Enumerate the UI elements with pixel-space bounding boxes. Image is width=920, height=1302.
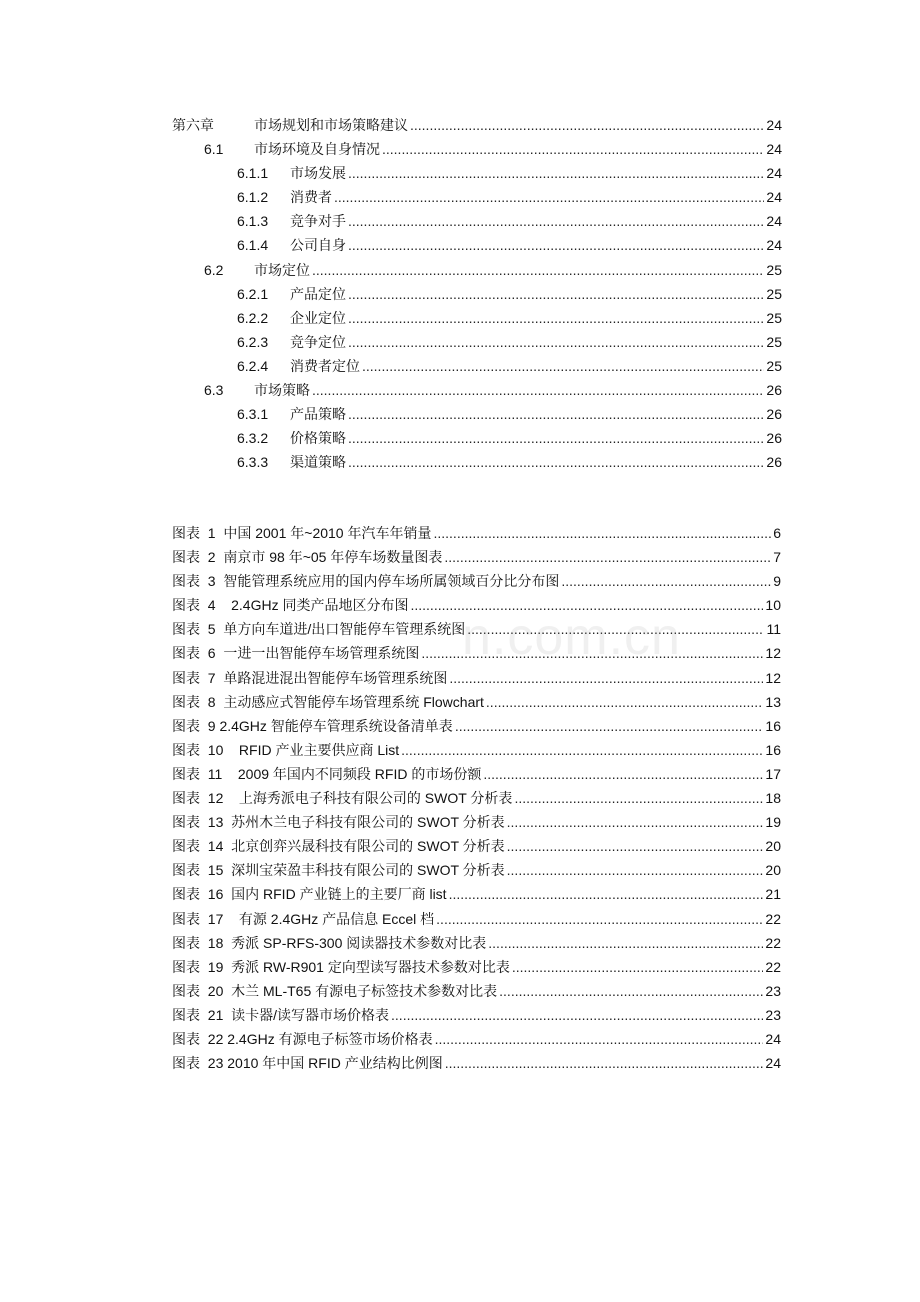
toc-entry-title: 竞争定位 — [290, 333, 346, 350]
figure-entry-page: 21 — [765, 886, 781, 903]
toc-entry-number: 6.2.4 — [237, 357, 269, 374]
toc-entry[interactable] — [172, 161, 782, 185]
figure-entry-title: 图表 9 2.4GHz 智能停车管理系统设备清单表 — [172, 717, 453, 734]
dot-leader — [334, 185, 764, 209]
figure-entry-title: 图表 21 读卡器/读写器市场价格表 — [172, 1006, 390, 1023]
toc-entry-number: 6.3.2 — [237, 430, 269, 447]
figure-entry-title: 图表 12 上海秀派电子科技有限公司的 SWOT 分析表 — [172, 790, 513, 807]
dot-leader — [348, 209, 764, 233]
dot-leader — [348, 402, 764, 426]
dot-leader — [514, 786, 763, 810]
figure-entry-title: 图表 15 深圳宝荣盈丰科技有限公司的 SWOT 分析表 — [172, 862, 505, 879]
dot-leader — [507, 834, 764, 858]
dot-leader — [348, 233, 764, 257]
figure-entry-page: 22 — [765, 958, 781, 975]
figure-entry-page: 22 — [765, 934, 781, 951]
dot-leader — [449, 882, 764, 906]
figure-entry-page: 22 — [765, 910, 781, 927]
toc-entry-page: 24 — [766, 165, 782, 182]
figure-entry-title: 图表 14 北京创弈兴晟科技有限公司的 SWOT 分析表 — [172, 838, 505, 855]
dot-leader — [499, 979, 763, 1003]
figure-entry-page: 16 — [765, 717, 781, 734]
toc-entry-number: 6.3.3 — [237, 454, 269, 471]
toc-entry-page: 24 — [766, 213, 782, 230]
figure-entry-page: 9 — [773, 573, 781, 590]
figure-entry-title: 图表 10 RFID 产业主要供应商 List — [172, 741, 400, 758]
dot-leader — [348, 330, 764, 354]
figure-entry[interactable] — [172, 834, 781, 858]
dot-leader — [512, 955, 764, 979]
figure-entry[interactable] — [172, 545, 781, 569]
toc-entry-title: 渠道策略 — [290, 454, 346, 471]
dot-leader — [348, 306, 764, 330]
figure-entry-page: 20 — [765, 838, 781, 855]
toc-entry[interactable] — [172, 306, 782, 330]
figure-entry-title: 图表 8 主动感应式智能停车场管理系统 Flowchart — [172, 693, 484, 710]
figure-entry[interactable] — [172, 521, 781, 545]
figure-entry-page: 24 — [765, 1030, 781, 1047]
toc-entry-page: 25 — [766, 261, 782, 278]
toc-entry[interactable] — [172, 378, 782, 402]
toc-entry-title: 价格策略 — [290, 430, 346, 447]
figure-entry-title: 图表 22 2.4GHz 有源电子标签市场价格表 — [172, 1030, 433, 1047]
figure-entry-title: 图表 16 国内 RFID 产业链上的主要厂商 list — [172, 886, 447, 903]
figure-entry[interactable] — [172, 931, 781, 955]
figure-entry-page: 23 — [765, 982, 781, 999]
toc-entry-number: 6.2.3 — [237, 333, 269, 350]
dot-leader — [436, 907, 763, 931]
figure-entry-title: 图表 13 苏州木兰电子科技有限公司的 SWOT 分析表 — [172, 814, 505, 831]
toc-entry-number: 6.1 — [204, 141, 224, 158]
toc-entry-page: 24 — [766, 141, 782, 158]
dot-leader — [507, 810, 764, 834]
toc-entry-page: 25 — [766, 309, 782, 326]
figure-entry-title: 图表 7 单路混进混出智能停车场管理系统图 — [172, 669, 448, 686]
dot-leader — [410, 113, 764, 137]
toc-entry-number: 6.3.1 — [237, 406, 269, 423]
figure-entry-title: 图表 5 单方向车道进/出口智能停车管理系统图 — [172, 621, 466, 638]
dot-leader — [348, 282, 764, 306]
toc-entry-number: 6.3 — [204, 382, 224, 399]
toc-entry[interactable] — [172, 113, 782, 137]
toc-entry-title: 竞争对手 — [290, 213, 346, 230]
toc-entry-page: 24 — [766, 237, 782, 254]
dot-leader — [433, 521, 771, 545]
figure-entry-title: 图表 20 木兰 ML-T65 有源电子标签技术参数对比表 — [172, 982, 498, 999]
figure-entry[interactable] — [172, 810, 781, 834]
toc-entry-number: 6.1.3 — [237, 213, 269, 230]
dot-leader — [348, 161, 764, 185]
figure-entry[interactable] — [172, 882, 781, 906]
toc-entry[interactable] — [172, 330, 782, 354]
toc-entry[interactable] — [172, 426, 782, 450]
toc-entry-number: 第六章 — [172, 117, 214, 133]
toc-entry[interactable] — [172, 233, 782, 257]
dot-leader — [483, 762, 763, 786]
dot-leader — [445, 1051, 764, 1075]
toc-entry-page: 26 — [766, 382, 782, 399]
figure-entry-title: 图表 11 2009 年国内不同频段 RFID 的市场份额 — [172, 765, 482, 782]
figure-entry[interactable] — [172, 955, 781, 979]
figure-entry-page: 11 — [766, 621, 781, 638]
watermark: n.com.cn — [462, 608, 681, 666]
figure-entry[interactable] — [172, 907, 781, 931]
dot-leader — [348, 450, 764, 474]
toc-entry[interactable] — [172, 282, 782, 306]
toc-entry-title: 产品定位 — [290, 285, 346, 302]
figure-entry-page: 10 — [765, 597, 781, 614]
figure-entry-page: 24 — [765, 1055, 781, 1072]
toc-entry[interactable] — [172, 450, 782, 474]
toc-entry-page: 26 — [766, 454, 782, 471]
dot-leader — [435, 1027, 764, 1051]
figure-entry-page: 16 — [765, 741, 781, 758]
figure-entry[interactable] — [172, 714, 781, 738]
dot-leader — [455, 714, 764, 738]
figure-entry-page: 7 — [773, 549, 781, 566]
figure-entry-title: 图表 18 秀派 SP-RFS-300 阅读器技术参数对比表 — [172, 934, 487, 951]
dot-leader — [561, 569, 771, 593]
figure-entry[interactable] — [172, 738, 781, 762]
figure-entry[interactable] — [172, 666, 781, 690]
toc-entry[interactable] — [172, 354, 782, 378]
toc-entry-page: 25 — [766, 285, 782, 302]
toc-entry-title: 市场策略 — [254, 382, 310, 399]
toc-entry-title: 产品策略 — [290, 406, 346, 423]
figure-entry-page: 12 — [765, 645, 781, 662]
toc-entry[interactable] — [172, 137, 782, 161]
toc-entry-page: 26 — [766, 406, 782, 423]
figure-entry-title: 图表 19 秀派 RW-R901 定向型读写器技术参数对比表 — [172, 958, 510, 975]
dot-leader — [488, 931, 763, 955]
toc-entry-number: 6.2.2 — [237, 309, 269, 326]
dot-leader — [486, 690, 764, 714]
toc-entry-number: 6.1.4 — [237, 237, 269, 254]
toc-entry-title: 市场定位 — [254, 261, 310, 278]
figure-entry-page: 17 — [765, 765, 781, 782]
dot-leader — [401, 738, 763, 762]
dot-leader — [391, 1003, 763, 1027]
figure-entry[interactable] — [172, 1003, 781, 1027]
toc-entry-title: 企业定位 — [290, 309, 346, 326]
toc-entry-title: 市场环境及自身情况 — [254, 141, 380, 158]
figure-entry-title: 图表 1 中国 2001 年~2010 年汽车年销量 — [172, 525, 432, 541]
figure-entry[interactable] — [172, 858, 781, 882]
dot-leader — [348, 426, 764, 450]
dot-leader — [382, 137, 764, 161]
figure-entry-title: 图表 4 2.4GHz 同类产品地区分布图 — [172, 597, 409, 614]
toc-entry[interactable] — [172, 402, 782, 426]
toc-entry[interactable] — [172, 185, 782, 209]
toc-entry[interactable] — [172, 209, 782, 233]
dot-leader — [507, 858, 764, 882]
toc-entry[interactable] — [172, 258, 782, 282]
toc-entry-page: 25 — [766, 357, 782, 374]
figure-entry[interactable] — [172, 1051, 781, 1075]
toc-entry-number: 6.1.1 — [237, 165, 269, 182]
figure-entry-page: 19 — [765, 814, 781, 831]
figure-entry-page: 12 — [765, 669, 781, 686]
list-of-figures — [172, 521, 781, 1075]
figure-entry[interactable] — [172, 762, 781, 786]
table-of-contents — [172, 113, 782, 474]
figure-entry[interactable] — [172, 690, 781, 714]
figure-entry-title: 图表 6 一进一出智能停车场管理系统图 — [172, 645, 420, 662]
dot-leader — [444, 545, 771, 569]
figure-entry[interactable] — [172, 786, 781, 810]
figure-entry-page: 23 — [765, 1006, 781, 1023]
dot-leader — [312, 378, 764, 402]
toc-entry-number: 6.2.1 — [237, 285, 269, 302]
toc-entry-page: 24 — [766, 117, 782, 133]
toc-entry-title: 市场规划和市场策略建议 — [254, 117, 408, 133]
figure-entry-page: 20 — [765, 862, 781, 879]
toc-entry-title: 公司自身 — [290, 237, 346, 254]
toc-entry-page: 25 — [766, 333, 782, 350]
toc-entry-title: 市场发展 — [290, 165, 346, 182]
figure-entry-title: 图表 3 智能管理系统应用的国内停车场所属领域百分比分布图 — [172, 573, 560, 590]
toc-entry-page: 26 — [766, 430, 782, 447]
toc-entry-title: 消费者定位 — [290, 357, 360, 374]
figure-entry[interactable] — [172, 1027, 781, 1051]
figure-entry-page: 6 — [773, 525, 781, 541]
dot-leader — [312, 258, 764, 282]
figure-entry-title: 图表 23 2010 年中国 RFID 产业结构比例图 — [172, 1055, 443, 1072]
figure-entry-title: 图表 17 有源 2.4GHz 产品信息 Eccel 档 — [172, 910, 435, 927]
figure-entry[interactable] — [172, 569, 781, 593]
figure-entry-page: 13 — [765, 693, 781, 710]
dot-leader — [449, 666, 763, 690]
toc-entry-number: 6.1.2 — [237, 189, 269, 206]
dot-leader — [362, 354, 764, 378]
figure-entry[interactable] — [172, 979, 781, 1003]
figure-entry-page: 18 — [765, 790, 781, 807]
toc-entry-page: 24 — [766, 189, 782, 206]
toc-entry-title: 消费者 — [290, 189, 332, 206]
figure-entry-title: 图表 2 南京市 98 年~05 年停车场数量图表 — [172, 549, 443, 566]
toc-entry-number: 6.2 — [204, 261, 224, 278]
